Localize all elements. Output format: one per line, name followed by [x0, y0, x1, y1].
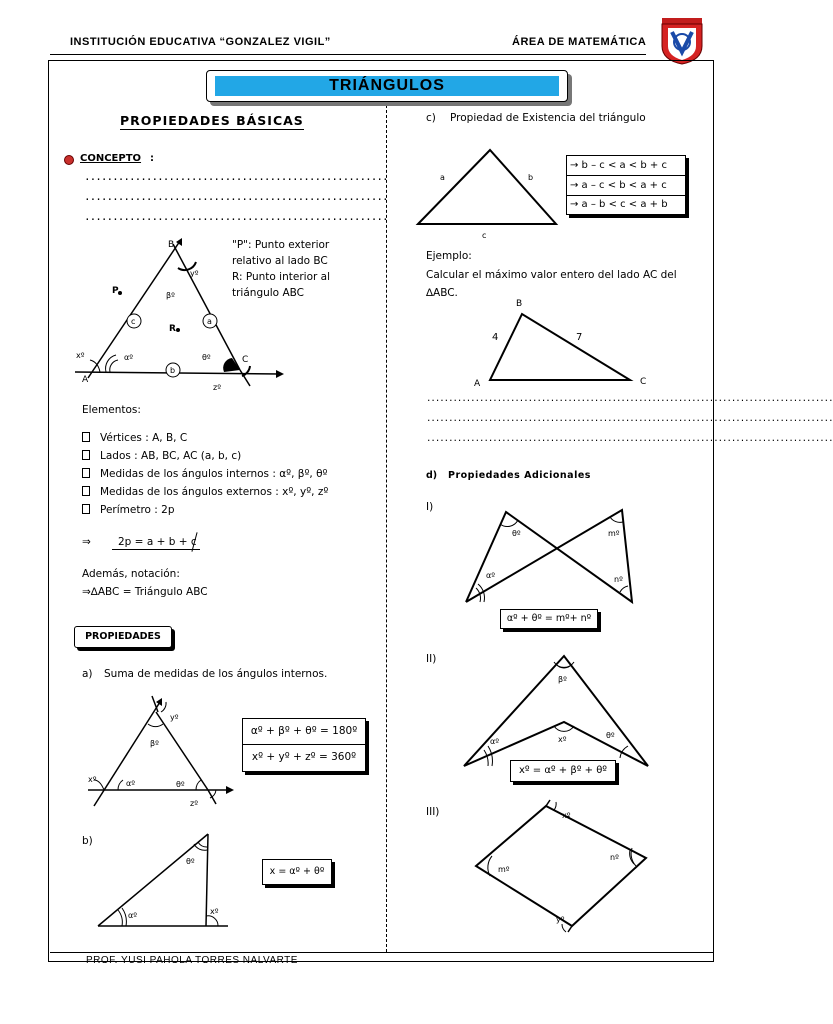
- prop-d-title: Propiedades Adicionales: [448, 470, 591, 481]
- subtitle-propiedades-basicas: PROPIEDADES BÁSICAS: [120, 113, 304, 128]
- prop-a-text: Suma de medidas de los ángulos internos.: [104, 668, 328, 680]
- footer-author: PROF. YUSI PAHOLA TORRES NALVARTE: [86, 955, 298, 966]
- concept-line-3: ......................................................: [84, 210, 388, 223]
- fig-a-z-label: zº: [190, 799, 198, 808]
- elements-title: Elementos:: [82, 404, 141, 416]
- exterior-angle-formula: x = αº + θº: [262, 859, 332, 885]
- vertex-b-label: B: [168, 240, 175, 250]
- exterior-angle-figure: [94, 830, 234, 930]
- inequality-c: → a – b < c < a + b: [570, 199, 668, 210]
- prop-c-label: c): [426, 112, 436, 124]
- prop-i-label: I): [426, 501, 434, 513]
- prop-b-label: b): [82, 835, 93, 847]
- note-line-4: triángulo ABC: [232, 287, 304, 299]
- notation-title: Además, notación:: [82, 568, 180, 580]
- inequality-b: → a – c < b < a + c: [567, 176, 685, 196]
- fig-b-x-label: xº: [210, 907, 219, 916]
- side-b-label: b: [170, 366, 176, 375]
- prop-ii-label: II): [426, 653, 437, 665]
- fig-i-alpha: αº: [486, 571, 496, 580]
- concept-label: CONCEPTO: [80, 153, 142, 164]
- header-rule: [50, 54, 646, 55]
- angle-theta-label: θº: [202, 353, 211, 362]
- angle-x-label: xº: [76, 351, 85, 360]
- concept-line-2: ......................................................: [84, 190, 388, 203]
- concept-colon: :: [150, 153, 154, 164]
- existence-inequalities-box: [566, 155, 686, 215]
- note-line-2: relativo al lado BC: [232, 255, 328, 267]
- vertex-c-label: C: [242, 355, 249, 365]
- fig-iii-y: yº: [556, 915, 565, 924]
- rhombus-figure: [470, 800, 660, 934]
- sum-angles-formula-box: [242, 718, 366, 772]
- prop-iii-label: III): [426, 806, 440, 818]
- angle-alpha-label: αº: [124, 353, 134, 362]
- fig-b-theta-label: θº: [186, 857, 195, 866]
- prop-c-text: Propiedad de Existencia del triángulo: [450, 112, 646, 124]
- notation-text: ⇒∆ABC = Triángulo ABC: [82, 586, 208, 598]
- institution-header: INSTITUCIÓN EDUCATIVA “GONZALEZ VIGIL”: [70, 36, 331, 48]
- crossed-triangles-figure: [462, 506, 642, 606]
- angle-y-label: yº: [190, 269, 199, 278]
- formula-internal: αº + βº + θº = 180º: [243, 719, 365, 745]
- column-divider: [386, 100, 387, 952]
- element-item-externos: Medidas de los ángulos externos : xº, yº, zº: [82, 485, 328, 503]
- answer-line-1: ............................................................................................: [426, 394, 833, 404]
- area-header: ÁREA DE MATEMÁTICA: [512, 36, 647, 48]
- example-vertex-a: A: [474, 379, 481, 389]
- prop-ii-formula: xº = αº + βº + θº: [510, 760, 616, 782]
- example-side-4: 4: [492, 332, 499, 343]
- answer-line-3: ............................................................................................: [426, 434, 833, 444]
- example-vertex-b: B: [516, 299, 523, 309]
- example-title: Ejemplo:: [426, 250, 472, 262]
- point-r-label: R: [169, 324, 176, 334]
- example-text-line-1: Calcular el máximo valor entero del lado AC del: [426, 269, 677, 281]
- page-title: TRIÁNGULOS: [215, 76, 559, 96]
- properties-label-box: [74, 626, 172, 648]
- perimeter-arrow: ⇒: [82, 536, 91, 548]
- existence-triangle-figure: [412, 142, 562, 242]
- angle-z-label: zº: [213, 383, 221, 392]
- angle-beta-label: βº: [166, 291, 175, 300]
- note-line-1: "P": Punto exterior: [232, 239, 330, 251]
- formula-external: xº + yº + zº = 360º: [251, 751, 357, 763]
- fig-ii-theta: θº: [606, 731, 615, 740]
- checkbox-icon: [82, 468, 90, 478]
- concave-quadrilateral-figure: [460, 652, 650, 772]
- checkbox-icon: [82, 450, 90, 460]
- element-item-lados: Lados : AB, BC, AC (a, b, c): [82, 449, 328, 467]
- fig-c-c-label: c: [482, 231, 487, 240]
- prop-i-formula: αº + θº = mº+ nº: [500, 609, 598, 629]
- inequality-a: → b – c < a < b + c: [567, 156, 685, 176]
- side-a-label: a: [207, 317, 212, 326]
- prop-d-label: d): [426, 470, 438, 481]
- prop-a-label: a): [82, 668, 93, 680]
- fig-a-x-label: xº: [88, 775, 97, 784]
- element-item-perimetro: Perímetro : 2p: [82, 503, 328, 521]
- concept-bullet-icon: [64, 155, 74, 165]
- fig-a-alpha-label: αº: [126, 779, 136, 788]
- element-item-vertices: Vértices : A, B, C: [82, 431, 328, 449]
- figure-note: [232, 238, 382, 300]
- school-crest-logo: [660, 16, 704, 66]
- example-triangle-figure: [470, 294, 660, 394]
- example-side-7: 7: [576, 332, 583, 343]
- example-vertex-c: C: [640, 377, 647, 387]
- concept-line-1: ......................................................: [84, 170, 388, 183]
- perimeter-underline: [112, 549, 200, 550]
- point-p-label: P: [112, 286, 119, 296]
- perimeter-formula: 2p = a + b + c: [118, 536, 197, 548]
- answer-line-2: ............................................................................................: [426, 414, 833, 424]
- note-line-3: R: Punto interior al: [232, 271, 330, 283]
- fig-iii-m: mº: [498, 865, 510, 874]
- elements-list: [82, 431, 328, 521]
- fig-ii-x: xº: [558, 735, 567, 744]
- vertex-a-label: A: [82, 375, 89, 385]
- side-c-label: c: [131, 317, 136, 326]
- footer-rule: [50, 952, 714, 953]
- properties-label: PROPIEDADES: [85, 631, 161, 642]
- fig-a-theta-label: θº: [176, 780, 185, 789]
- fig-i-theta: θº: [512, 529, 521, 538]
- checkbox-icon: [82, 432, 90, 442]
- fig-ii-alpha: αº: [490, 737, 500, 746]
- fig-c-b-label: b: [528, 173, 534, 182]
- checkbox-icon: [82, 504, 90, 514]
- fig-b-alpha-label: αº: [128, 911, 138, 920]
- fig-iii-n: nº: [610, 853, 619, 862]
- example-text-line-2: ∆ABC.: [426, 287, 458, 299]
- fig-a-y-label: yº: [170, 713, 179, 722]
- checkbox-icon: [82, 486, 90, 496]
- fig-a-beta-label: βº: [150, 739, 159, 748]
- title-banner: [206, 70, 568, 102]
- element-item-internos: Medidas de los ángulos internos : αº, βº, θº: [82, 467, 328, 485]
- fig-i-m: mº: [608, 529, 620, 538]
- fig-iii-x: xº: [562, 811, 571, 820]
- sum-angles-figure: [86, 694, 236, 814]
- fig-i-n: nº: [614, 575, 623, 584]
- fig-c-a-label: a: [440, 173, 445, 182]
- fig-ii-beta: βº: [558, 675, 567, 684]
